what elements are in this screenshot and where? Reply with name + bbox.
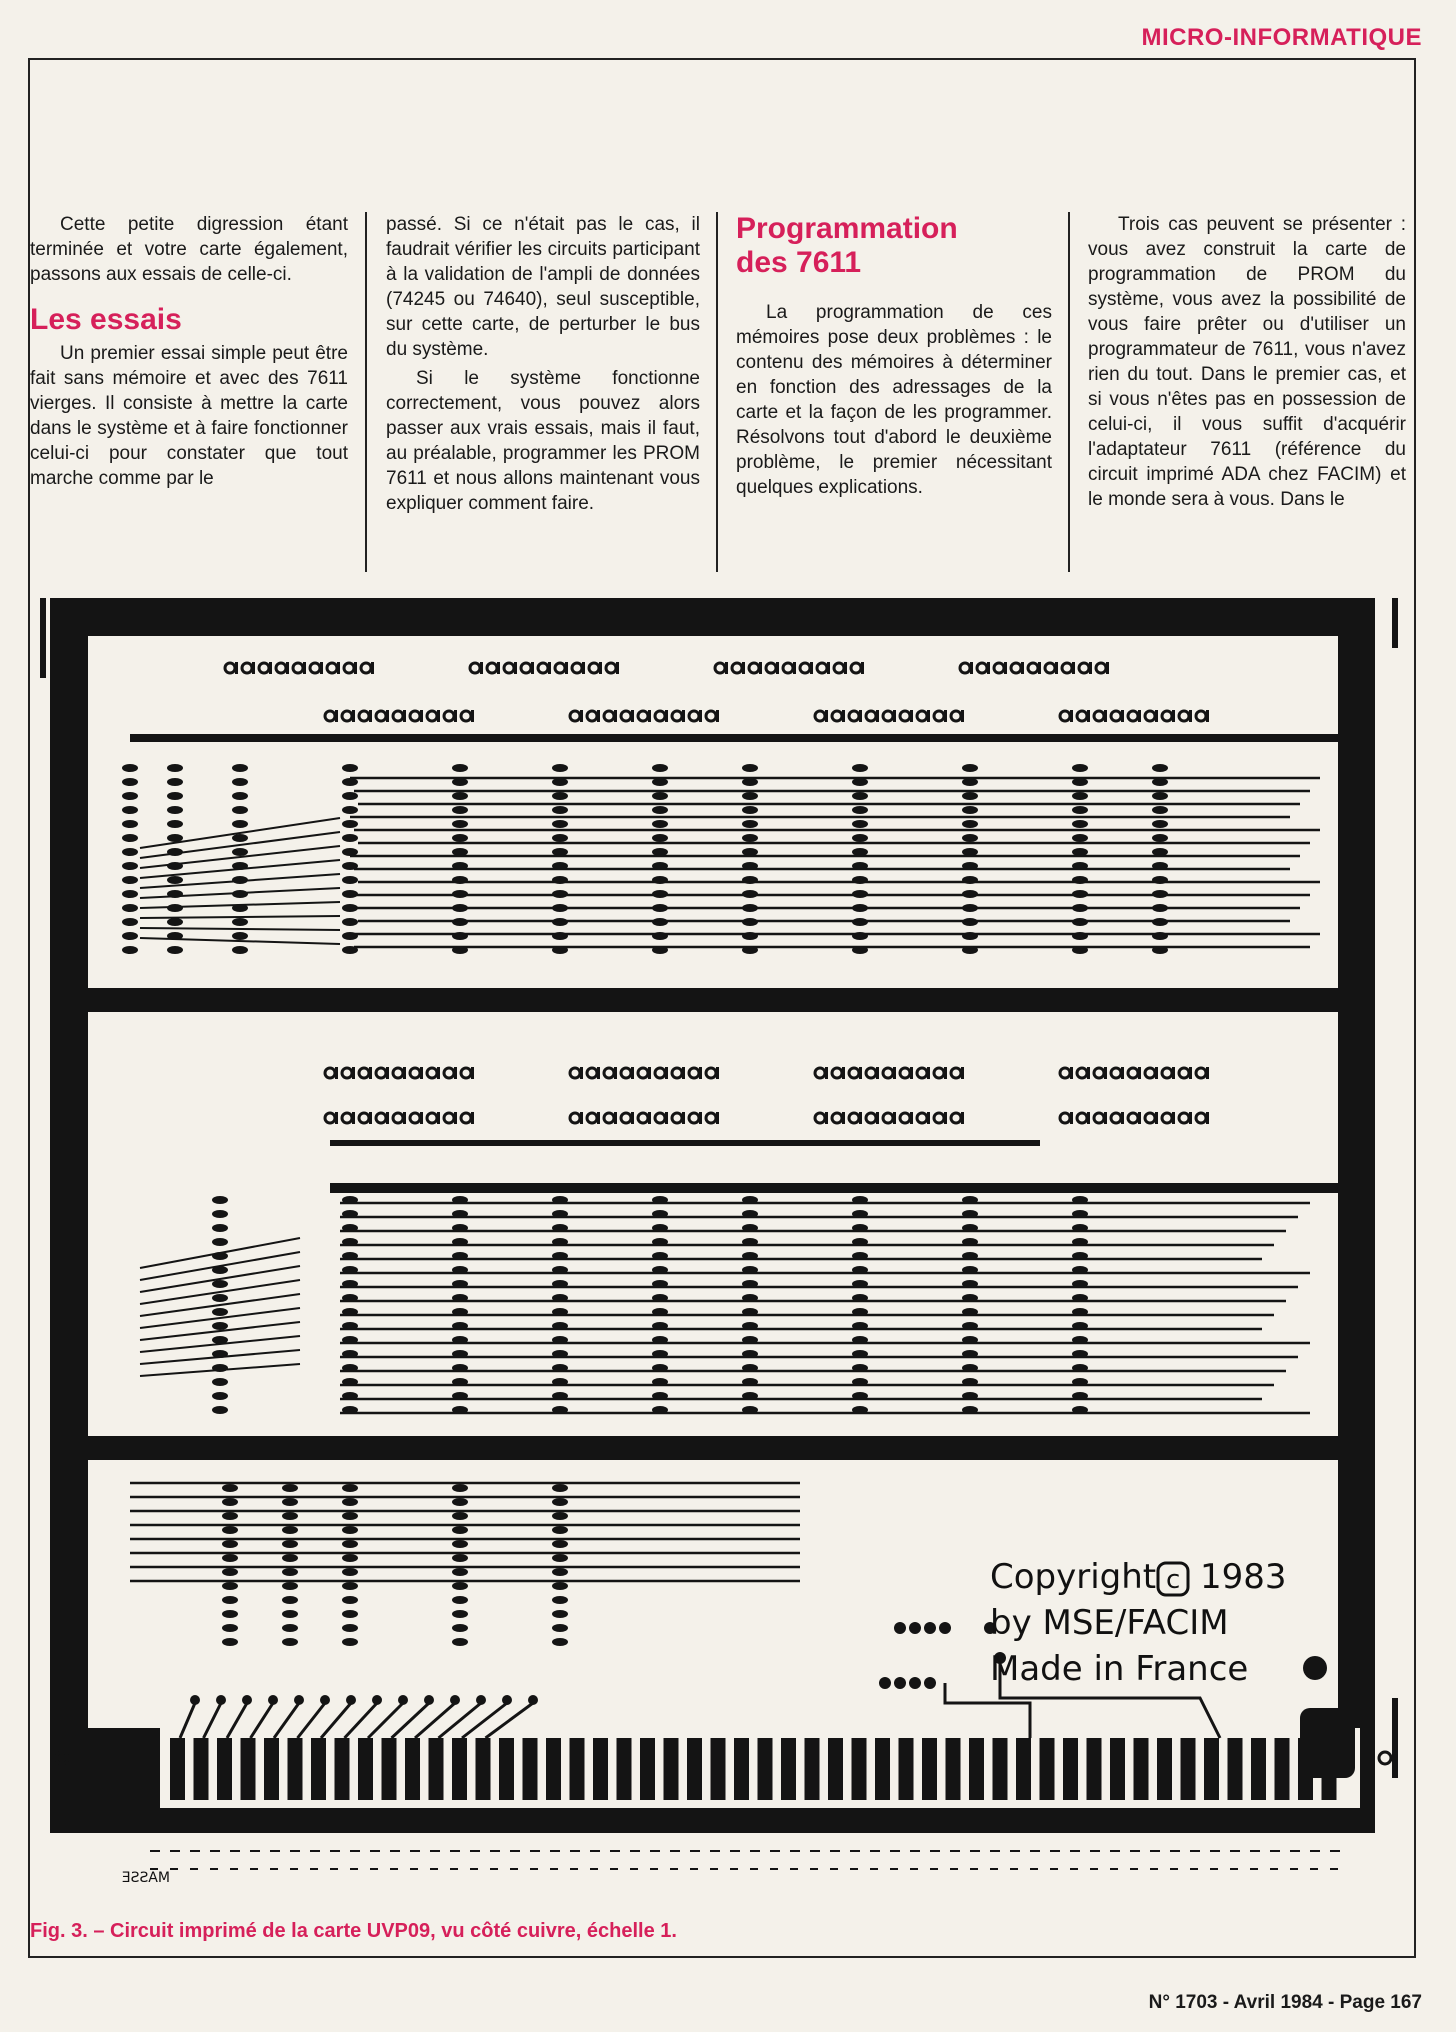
page-folio: N° 1703 - Avril 1984 - Page 167 — [1148, 1992, 1422, 2013]
col2-paragraph-1: passé. Si ce n'était pas le cas, il faudrait vérifier les circuits participant à la validation de l'ampli de données (74245 ou 74640), seul susceptible, sur cette carte, de perturber le bus du système. — [386, 214, 700, 360]
column-1 — [30, 212, 348, 572]
column-4 — [1088, 212, 1406, 572]
column-2 — [386, 212, 700, 572]
col2-paragraph-2: Si le système fonctionne correctement, vous pouvez alors passer aux vrais essais, mais il faut, au préalable, programmer les PROM 7611 et nous allons maintenant vous expliquer comment faire. — [386, 368, 700, 514]
column-3 — [736, 212, 1052, 572]
copyright-year: 1983 — [1200, 1557, 1287, 1597]
figure-caption: Fig. 3. – Circuit imprimé de la carte UVP09, vu côté cuivre, échelle 1. — [30, 1920, 677, 1942]
column-rule-3 — [1068, 212, 1070, 572]
copyright-owner: by MSE/FACIM — [990, 1603, 1229, 1643]
pcb-artwork — [40, 588, 1410, 1904]
pcb-figure — [40, 588, 1410, 1904]
heading-programmation — [736, 212, 1052, 280]
col4-paragraph-1: Trois cas peuvent se présenter : vous avez construit la carte de programmation de PROM du système, vous avez la possibilité de vous faire prêter ou d'utiliser un programmateur de 7611, vous n'avez rien du tout. Dans le premier cas, et si vous n'êtes pas en possession de celui-ci, il vous suffit d'acquérir l'adaptateur 7611 (référence du circuit imprimé ADA chez FACIM) et le monde sera à vous. Dans le — [1088, 214, 1406, 510]
connector-label-masse: MASSE — [121, 1870, 170, 1886]
col1-paragraph-1: Cette petite digression étant terminée et votre carte également, passons aux essais de celle-ci. — [30, 214, 348, 285]
heading-les-essais: Les essais — [30, 303, 182, 336]
col1-paragraph-2: Un premier essai simple peut être fait sans mémoire et avec des 7611 vierges. Il consiste à mettre la carte dans le système et à faire fonctionner celui-ci pour constater que tout marche comme par le — [30, 343, 348, 489]
heading-programmation-line1: Programmation — [736, 212, 958, 245]
column-rule-1 — [365, 212, 367, 572]
copyright-word: Copyright — [990, 1557, 1157, 1597]
col3-paragraph-1: La programmation de ces mémoires pose deux problèmes : le contenu des mémoires à déterminer en fonction des adressages de la carte et la façon de les programmer. Résolvons tout d'abord le deuxième problème, le premier nécessitant quelques explications. — [736, 302, 1052, 498]
section-header: MICRO-INFORMATIQUE — [1141, 24, 1422, 51]
copyright-origin: Made in France — [990, 1649, 1249, 1689]
copyright-symbol: c — [1166, 1565, 1181, 1595]
heading-programmation-line2: des 7611 — [736, 246, 862, 279]
column-rule-2 — [716, 212, 718, 572]
